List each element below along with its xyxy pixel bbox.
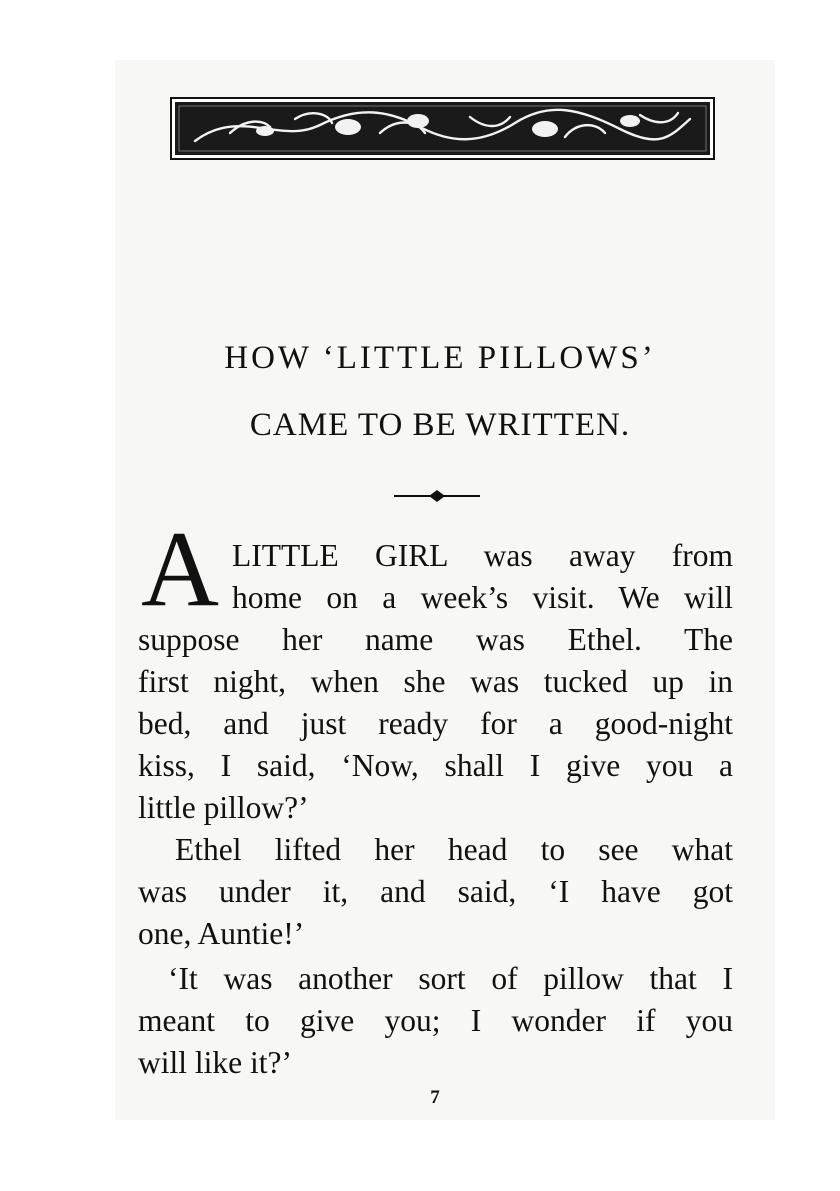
body-line: one, Auntie!’ — [138, 916, 305, 951]
body-line: was under it, and said, ‘I have got — [138, 874, 733, 909]
diamond-ornament — [394, 489, 480, 503]
decorative-headpiece — [170, 97, 715, 160]
body-line: first night, when she was tucked up in — [138, 664, 733, 699]
body-line: suppose her name was Ethel. The — [138, 622, 733, 657]
body-line: bed, and just ready for a good-night — [138, 706, 733, 741]
body-line: ‘It was another sort of pillow that I — [168, 961, 733, 996]
body-line: LITTLE GIRL was away from — [232, 538, 733, 573]
body-line: will like it?’ — [138, 1045, 292, 1080]
body-line: Ethel lifted her head to see what — [175, 832, 733, 867]
body-line: kiss, I said, ‘Now, shall I give you a — [138, 748, 733, 783]
page-number: 7 — [430, 1087, 440, 1108]
chapter-title-line-1: HOW ‘LITTLE PILLOWS’ — [224, 340, 656, 376]
chapter-title-line-2: CAME TO BE WRITTEN. — [249, 407, 631, 443]
body-line: little pillow?’ — [138, 790, 309, 825]
drop-cap: A — [141, 510, 219, 629]
body-line: home on a week’s visit. We will — [232, 580, 733, 615]
body-line: meant to give you; I wonder if you — [138, 1003, 733, 1038]
